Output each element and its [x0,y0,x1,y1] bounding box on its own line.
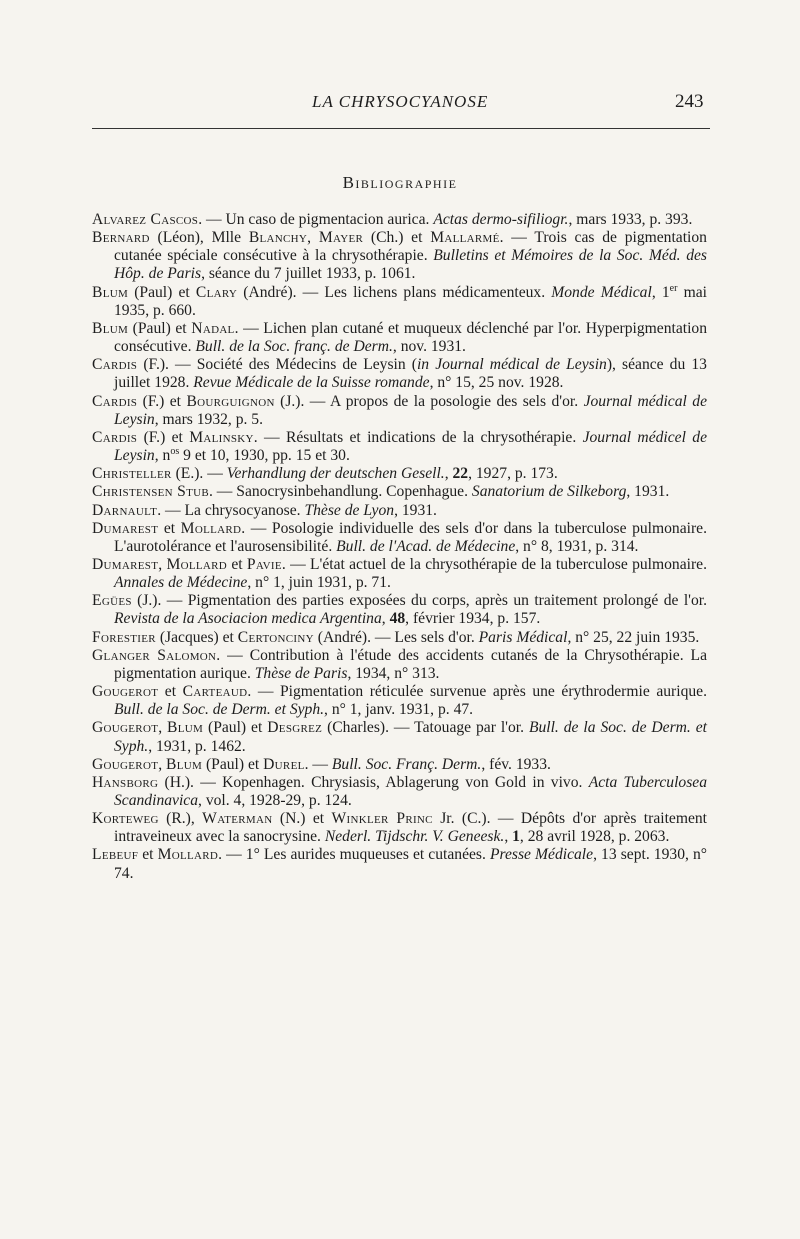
entry-title: Revista de la Asociacion medica Argentina [114,610,382,628]
entry-author: Mayer [318,229,364,247]
entry-text: . — Trois cas de pigmentation cutanée spéciale consécutive à la chrysothérapie. [114,229,707,265]
entry-text: , 1931. [626,483,670,501]
entry-text: , séance du 7 juillet 1933, p. 1061. [201,265,416,283]
entry-author: Mollard [166,555,228,573]
entry-text: (H.). — Kopenhagen. Chrysiasis, Ablagerung von Gold in vivo. [158,773,589,791]
entry-text: (N.) et [272,810,332,828]
section-title: Bibliographie [342,173,458,192]
entry-title: Thèse de Paris [254,664,348,682]
entry-author: Lebeuf [92,846,139,864]
entry-text: 22 [452,465,469,483]
entry-title: Verhandlung der deutschen Gesell. [226,465,445,483]
bibliography-entry [92,211,707,229]
bibliography-entry [92,774,707,810]
bibliography-entry [92,229,707,283]
entry-text: ), séance du 13 juillet 1928. [114,356,707,392]
entry-text: , 1931, p. 1462. [148,737,246,755]
entry-text: (J.). — Pigmentation des parties exposées du corps, après un traitement prolongé de l'or. [131,592,707,610]
entry-text: , n [154,447,171,465]
entry-author: Dumarest [92,555,159,573]
page-header [0,92,800,122]
entry-author: Egües [92,592,132,610]
entry-text: (J.). — A propos de la posologie des sels d'or. [274,392,584,410]
entry-text: , nov. 1931. [392,338,466,356]
entry-text: (Paul) et [203,719,268,737]
entry-text: , 28 avril 1928, p. 2063. [519,828,670,846]
entry-text: Jr. (C.). — Dépôts d'or après traitement intraveineux avec la sanocrysine. [114,810,708,846]
entry-text: (Paul) et [128,283,196,301]
entry-text: et [227,555,247,573]
entry-text: . — Résultats et indications de la chrysothérapie. [253,428,583,446]
entry-text: . — Posologie individuelle des sels d'or dans la tuberculose pulmonaire. L'aurotolérance et l'aurosensibilité. [114,519,707,555]
entry-title: Bull. de la Soc. de Derm. et Syph. [114,719,708,755]
entry-title: Annales de Médecine [114,574,248,592]
entry-author: Waterman [202,810,273,828]
entry-author: Alvarez Cascos [92,211,199,228]
entry-text: mai 1935, p. 660. [114,283,707,319]
header-rule [92,128,710,129]
bibliography-entry [92,846,707,882]
entry-author: Mallarmé [430,229,500,247]
entry-text: , 1927, p. 173. [468,465,558,483]
entry-author: Clary [195,283,238,301]
entry-text: et [158,519,181,537]
entry-text: . — Pigmentation réticulée survenue après une érythrodermie aurique. [247,683,707,701]
entry-text: , mars 1932, p. 5. [154,410,263,428]
bibliography-entry [92,465,707,483]
entry-author: Blanchy [248,229,308,247]
entry-author: Certonciny [237,628,314,646]
entry-text: (Léon), Mlle [149,229,249,247]
entry-text: . — Sanocrysinbehandlung. Copenhague. [209,483,472,501]
entry-text: (F.) et [137,428,190,446]
entry-title: Journal médicel de Leysin [114,428,707,465]
entry-author: Gougerot [92,683,159,701]
entry-text: (André). — Les sels d'or. [313,628,479,646]
entry-text: et [158,683,183,701]
entry-title: Revue Médicale de la Suisse romande [193,374,430,392]
entry-text: os [170,445,180,457]
bibliography-entry [92,810,707,846]
entry-text: . — Un caso de pigmentacion aurica. [198,211,434,228]
entry-text: , 1934, n° 313. [347,664,440,682]
entry-text: er [669,282,678,294]
entry-text: . — Lichen plan cutané et muqueux déclenché par l'or. Hyperpigmentation consécutive. [114,319,708,356]
entry-author: Gougerot [92,755,159,773]
entry-text: . — La chrysocyanose. [157,501,305,519]
entry-text: , n° 25, 22 juin 1935. [567,628,700,646]
entry-text: (André). — Les lichens plans médicamenteux. [237,283,552,301]
bibliography-entry [92,647,707,683]
entry-text: (F.) et [137,392,187,410]
entry-author: Glanger Salomon [92,646,217,664]
entry-author: Darnault [92,501,158,519]
entry-author: Hansborg [92,773,159,791]
entry-text: , février 1934, p. 157. [405,610,541,628]
entry-text: , n° 15, 25 nov. 1928. [429,374,564,392]
bibliography-entry [92,356,707,392]
bibliography-entry [92,483,707,501]
entry-text: , [381,610,390,628]
entry-text: , 1931. [394,501,437,519]
entry-author: Nadal [191,319,235,337]
entry-text: , n° 1, janv. 1931, p. 47. [324,701,474,719]
entry-text: (Jacques) et [155,628,238,646]
entry-text: , 1 [651,283,670,301]
bibliography-entry [92,756,707,774]
bibliography-entry [92,284,707,320]
entry-author: Blum [92,319,129,337]
entry-text: , 13 sept. 1930, n° 74. [114,846,707,882]
bibliography-entry [92,502,707,520]
entry-author: Korteweg [92,810,159,828]
entry-author: Bourguignon [186,392,275,410]
entry-text: 1 [512,828,520,846]
entry-text: . — 1° Les aurides muqueuses et cutanées. [218,846,490,864]
entry-author: Dumarest [92,519,159,537]
entry-title: in Journal médical de Leysin [416,356,607,374]
entry-text: , n° 8, 1931, p. 314. [515,537,639,555]
entry-text: , n° 1, juin 1931, p. 71. [247,574,391,592]
entry-author: Cardis [92,428,138,446]
entry-title: Actas dermo-sifiliogr. [433,211,569,228]
bibliography-entry [92,719,707,755]
entry-text: 48 [389,610,406,628]
entry-title: Monde Médical [551,283,652,301]
entry-text: 9 et 10, 1930, pp. 15 et 30. [179,447,350,465]
entry-text: , [504,828,513,846]
bibliography-entry [92,629,707,647]
bibliography-entry [92,520,707,556]
bibliography-entry [92,592,707,628]
entry-author: Pavie [246,555,282,573]
entry-author: Malinsky [189,428,254,446]
bibliography-list [92,211,707,883]
entry-text: , [158,755,167,773]
entry-text: , fév. 1933. [481,755,551,773]
entry-author: Forestier [92,628,156,646]
bibliography-entry [92,683,707,719]
entry-author: Cardis [92,392,138,410]
entry-author: Gougerot [92,719,159,737]
bibliography-entry [92,320,707,356]
entry-text: (Ch.) et [363,229,431,247]
entry-author: Desgrez [267,719,323,737]
bibliography-entry [92,556,707,592]
entry-title: Presse Médicale [489,846,594,864]
entry-title: Journal médical de Leysin [114,392,707,428]
entry-text: , [307,229,319,247]
entry-text: , [444,465,453,483]
entry-text: , vol. 4, 1928-29, p. 124. [198,792,352,809]
entry-author: Bernard [92,229,150,247]
entry-text: (R.), [158,810,203,828]
entry-author: Cardis [92,356,138,374]
entry-text: (Paul) et [202,755,264,773]
entry-title: Thèse de Lyon [304,501,395,519]
entry-text: (Charles). — Tatouage par l'or. [322,719,529,737]
entry-author: Christeller [92,465,172,483]
entry-title: Bull. de la Soc. franç. de Derm. [195,338,393,356]
entry-author: Winkler Princ [331,810,433,828]
entry-title: Bulletins et Mémoires de la Soc. Méd. des Hôp. de Paris [114,247,707,283]
entry-title: Nederl. Tijdschr. V. Geneesk. [324,828,505,846]
entry-title: Sanatorium de Silkeborg [471,483,627,501]
entry-text: (E.). — [171,465,227,483]
running-title: LA CHRYSOCYANOSE [312,92,489,111]
page-number: 243 [675,91,704,112]
entry-author: Blum [166,755,203,773]
entry-author: Mollard [157,846,219,864]
entry-text: (Paul) et [128,319,192,337]
entry-author: Durel [263,755,305,773]
entry-text: . — [304,755,332,773]
entry-author: Christensen Stub [92,483,209,501]
entry-text: , [158,719,168,737]
bibliography-entry [92,393,707,429]
entry-title: Paris Médical [478,628,568,646]
entry-author: Blum [167,719,204,737]
entry-text: , [158,555,167,573]
entry-text: . — L'état actuel de la chrysothérapie de la tuberculose pulmonaire. [281,555,707,573]
entry-author: Blum [92,283,129,301]
entry-title: Bull. de l'Acad. de Médecine [336,537,516,555]
entry-text: , mars 1933, p. 393. [568,211,693,228]
entry-author: Mollard [180,519,242,537]
entry-text: et [138,846,158,864]
entry-title: Bull. de la Soc. de Derm. et Syph. [114,701,325,719]
entry-title: Bull. Soc. Franç. Derm. [331,755,482,773]
entry-title: Acta Tuberculosea Scandinavica [114,773,707,809]
entry-text: (F.). — Société des Médecins de Leysin ( [137,356,417,374]
entry-author: Carteaud [182,683,248,701]
bibliography-entry [92,429,707,465]
entry-text: . — Contribution à l'étude des accidents cutanés de la Chrysothérapie. La pigmentation aurique. [114,646,707,682]
